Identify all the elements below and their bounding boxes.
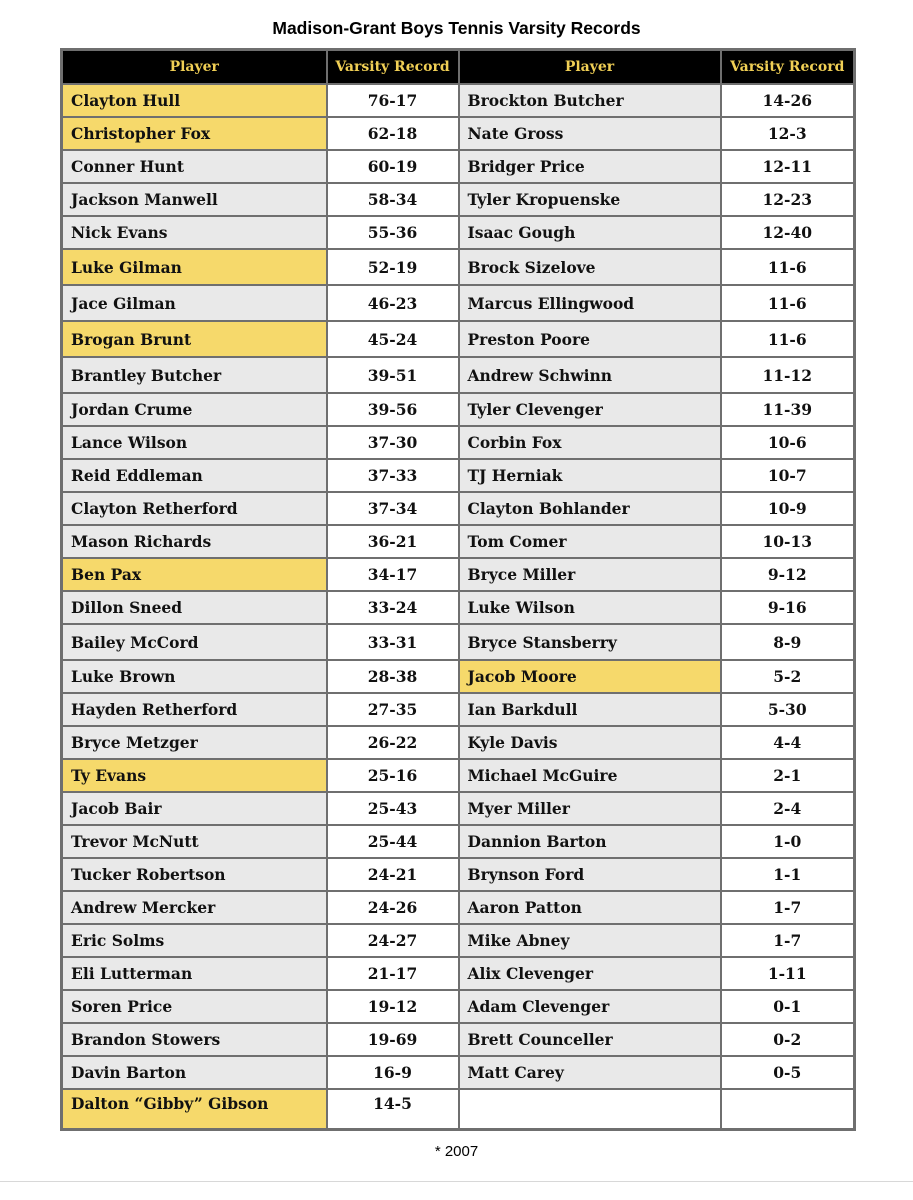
varsity-record-right: 11-6 [721,285,855,321]
table-row [62,150,855,183]
player-name-left: Reid Eddleman [62,459,327,492]
player-name-left: Tucker Robertson [62,858,327,891]
player-name-left: Nick Evans [62,216,327,249]
player-name-right: Ian Barkdull [459,693,721,726]
table-row [62,792,855,825]
varsity-record-left: 39-51 [327,357,459,393]
varsity-record-right: 9-12 [721,558,855,591]
varsity-record-right: 12-3 [721,117,855,150]
player-name-left: Bryce Metzger [62,726,327,759]
varsity-record-right: 0-1 [721,990,855,1023]
player-name-right: Dannion Barton [459,825,721,858]
player-name-left: Conner Hunt [62,150,327,183]
player-name-right: Brynson Ford [459,858,721,891]
records-table [60,48,856,1131]
records-body [62,84,855,1129]
player-name-left: Jacob Bair [62,792,327,825]
player-name-right: Brockton Butcher [459,84,721,117]
table-row [62,957,855,990]
table-row [62,825,855,858]
table-row [62,525,855,558]
varsity-record-left: 33-24 [327,591,459,624]
varsity-record-right: 5-30 [721,693,855,726]
varsity-record-right: 0-2 [721,1023,855,1056]
header-player-left: Player [62,50,327,85]
table-row [62,558,855,591]
player-name-right: Jacob Moore [459,660,721,693]
varsity-record-left: 21-17 [327,957,459,990]
player-name-right: Clayton Bohlander [459,492,721,525]
varsity-record-right: 1-0 [721,825,855,858]
player-name-left: Luke Brown [62,660,327,693]
varsity-record-left: 16-9 [327,1056,459,1089]
varsity-record-right: 10-7 [721,459,855,492]
player-name-left: Brandon Stowers [62,1023,327,1056]
varsity-record-right: 1-7 [721,924,855,957]
varsity-record-right: 9-16 [721,591,855,624]
varsity-record-left: 34-17 [327,558,459,591]
varsity-record-left: 36-21 [327,525,459,558]
varsity-record-left: 62-18 [327,117,459,150]
varsity-record-left: 52-19 [327,249,459,285]
player-name-left: Brantley Butcher [62,357,327,393]
page-title: Madison-Grant Boys Tennis Varsity Records [272,18,641,38]
table-row [62,1056,855,1089]
varsity-record-right: 11-39 [721,393,855,426]
table-row [62,591,855,624]
varsity-record-left: 28-38 [327,660,459,693]
varsity-record-left: 24-26 [327,891,459,924]
varsity-record-left: 25-16 [327,759,459,792]
header-record-right: Varsity Record [721,50,855,85]
varsity-record-left: 19-12 [327,990,459,1023]
table-row [62,660,855,693]
player-name-right: Tom Comer [459,525,721,558]
player-name-right: Matt Carey [459,1056,721,1089]
table-row [62,858,855,891]
player-name-right: Adam Clevenger [459,990,721,1023]
varsity-record-right: 4-4 [721,726,855,759]
varsity-record-left: 14-5 [327,1089,459,1129]
player-name-right: Brock Sizelove [459,249,721,285]
player-name-left: Clayton Retherford [62,492,327,525]
player-name-left: Ben Pax [62,558,327,591]
varsity-record-right: 1-1 [721,858,855,891]
player-name-left: Luke Gilman [62,249,327,285]
page-bottom-divider [0,1181,913,1182]
player-name-left: Eric Solms [62,924,327,957]
varsity-record-left: 19-69 [327,1023,459,1056]
varsity-record-left: 37-34 [327,492,459,525]
player-name-right: Bryce Stansberry [459,624,721,660]
footnote: * 2007 [434,1143,479,1160]
header-player-right: Player [459,50,721,85]
varsity-record-left: 24-27 [327,924,459,957]
varsity-record-left: 46-23 [327,285,459,321]
player-name-left: Jackson Manwell [62,183,327,216]
player-name-right: Tyler Kropuenske [459,183,721,216]
table-row [62,183,855,216]
player-name-left: Eli Lutterman [62,957,327,990]
player-name-right: Luke Wilson [459,591,721,624]
player-name-right: Nate Gross [459,117,721,150]
player-name-left: Andrew Mercker [62,891,327,924]
table-row [62,624,855,660]
player-name-right: Myer Miller [459,792,721,825]
player-name-left: Trevor McNutt [62,825,327,858]
player-name-right: Preston Poore [459,321,721,357]
varsity-record-left: 37-33 [327,459,459,492]
varsity-record-right: 8-9 [721,624,855,660]
varsity-record-right: 10-9 [721,492,855,525]
player-name-left: Bailey McCord [62,624,327,660]
player-name-right: Andrew Schwinn [459,357,721,393]
varsity-record-right: 2-4 [721,792,855,825]
table-row [62,426,855,459]
table-row [62,393,855,426]
player-name-right: TJ Herniak [459,459,721,492]
player-name-left: Christopher Fox [62,117,327,150]
varsity-record-right: 1-7 [721,891,855,924]
varsity-record-left: 60-19 [327,150,459,183]
table-row [62,1023,855,1056]
varsity-record-left: 26-22 [327,726,459,759]
varsity-record-right: 11-6 [721,321,855,357]
varsity-record-left: 45-24 [327,321,459,357]
player-name-right: Brett Counceller [459,1023,721,1056]
table-row [62,759,855,792]
varsity-record-left: 27-35 [327,693,459,726]
varsity-record-left: 76-17 [327,84,459,117]
player-name-right: Michael McGuire [459,759,721,792]
player-name-left: Brogan Brunt [62,321,327,357]
varsity-record-right: 11-12 [721,357,855,393]
player-name-left: Clayton Hull [62,84,327,117]
player-name-left: Hayden Retherford [62,693,327,726]
table-row [62,990,855,1023]
varsity-record-right: 1-11 [721,957,855,990]
player-name-left: Dillon Sneed [62,591,327,624]
varsity-record-right: 12-23 [721,183,855,216]
player-name-right: Bridger Price [459,150,721,183]
varsity-record-right: 5-2 [721,660,855,693]
table-row [62,285,855,321]
player-name-right: Marcus Ellingwood [459,285,721,321]
table-row [62,216,855,249]
varsity-record-right: 10-6 [721,426,855,459]
varsity-record-right: 12-11 [721,150,855,183]
varsity-record-right: 2-1 [721,759,855,792]
player-name-left: Mason Richards [62,525,327,558]
table-row [62,357,855,393]
table-row [62,924,855,957]
varsity-record-right: 12-40 [721,216,855,249]
table-row [62,1089,855,1129]
table-row [62,117,855,150]
player-name-right: Aaron Patton [459,891,721,924]
varsity-record-left: 39-56 [327,393,459,426]
player-name-right: Mike Abney [459,924,721,957]
table-row [62,693,855,726]
player-name-left: Jordan Crume [62,393,327,426]
varsity-record-right [721,1089,855,1129]
table-header-row [62,50,855,85]
varsity-record-left: 24-21 [327,858,459,891]
player-name-left: Dalton “Gibby” Gibson [62,1089,327,1129]
player-name-left: Ty Evans [62,759,327,792]
varsity-record-right: 14-26 [721,84,855,117]
table-row [62,249,855,285]
varsity-record-left: 55-36 [327,216,459,249]
player-name-right: Tyler Clevenger [459,393,721,426]
varsity-record-right: 10-13 [721,525,855,558]
player-name-left: Davin Barton [62,1056,327,1089]
table-row [62,321,855,357]
player-name-right: Isaac Gough [459,216,721,249]
player-name-right [459,1089,721,1129]
player-name-left: Soren Price [62,990,327,1023]
player-name-right: Alix Clevenger [459,957,721,990]
varsity-record-right: 0-5 [721,1056,855,1089]
table-row [62,84,855,117]
table-row [62,726,855,759]
table-row [62,891,855,924]
player-name-left: Lance Wilson [62,426,327,459]
varsity-record-right: 11-6 [721,249,855,285]
table-row [62,459,855,492]
varsity-record-left: 33-31 [327,624,459,660]
player-name-right: Corbin Fox [459,426,721,459]
table-row [62,492,855,525]
varsity-record-left: 25-43 [327,792,459,825]
player-name-left: Jace Gilman [62,285,327,321]
header-record-left: Varsity Record [327,50,459,85]
varsity-record-left: 58-34 [327,183,459,216]
player-name-right: Kyle Davis [459,726,721,759]
varsity-record-left: 25-44 [327,825,459,858]
player-name-right: Bryce Miller [459,558,721,591]
varsity-record-left: 37-30 [327,426,459,459]
